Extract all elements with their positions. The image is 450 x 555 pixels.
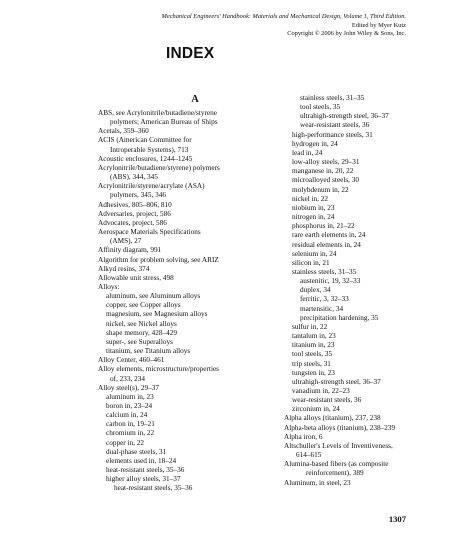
running-header	[162, 13, 406, 39]
index-entry: Acetals, 359–360	[98, 127, 149, 136]
index-entry: calcium in, 24	[106, 411, 148, 420]
index-entry: dual-phase steels, 31	[106, 447, 167, 456]
index-entry: Aluminum, in steel, 23	[284, 478, 351, 487]
index-entry: manganese in, 20, 22	[292, 167, 354, 176]
index-entry: higher alloy steels, 31–37	[106, 475, 181, 484]
index-entry: austenitic, 19, 32–33	[300, 277, 361, 286]
section-letter: A	[191, 94, 199, 105]
index-entry: wear-resistant steels, 36	[300, 121, 370, 130]
index-entry: Allowable unit stress, 498	[98, 273, 174, 282]
index-entry: Alpha iron, 6	[284, 432, 323, 441]
index-entry: phosphorus in, 21–22	[292, 222, 355, 231]
index-entry: trip steels, 31	[292, 359, 331, 368]
index-entry: polymers; American Bureau of Ships	[110, 118, 218, 127]
index-entry: Alumina-based fibers (as composite	[284, 460, 389, 469]
index-entry: boron in, 23–24	[106, 402, 153, 410]
index-entry: elements used in, 18–24	[106, 456, 177, 465]
index-entry: tool steels, 35	[292, 350, 333, 359]
index-entry: tungsten in, 23	[292, 368, 335, 377]
index-entry: titanium in, 23	[292, 341, 335, 350]
index-entry: nickel, see Nickel alloys	[106, 319, 177, 328]
index-entry: Algorithm for problem solving, see ARIZ	[98, 255, 219, 264]
index-entry: Acrylonitrile/styrene/acrylate (ASA)	[98, 182, 205, 191]
index-entry: Alpha-beta alloys (titanium), 238–239	[284, 423, 396, 432]
page-number: 1307	[388, 514, 406, 524]
index-entry: Alloys:	[98, 282, 120, 291]
index-entry: polymers, 345, 346	[110, 191, 166, 200]
index-entry: copper in, 22	[106, 438, 145, 447]
index-entry: 614–615	[296, 451, 322, 460]
index-entry: aluminum, see Aluminum alloys	[106, 292, 201, 301]
index-entry: ABS, see Acrylonitrile/butadiene/styrene	[98, 109, 217, 117]
index-entry: precipitation hardening, 35	[300, 313, 379, 322]
index-entry: magnesium, see Magnesium alloys	[106, 310, 208, 319]
editor-line: Edited by Myer Kutz	[351, 21, 406, 29]
index-entry: Adversaries, project, 586	[98, 209, 171, 218]
index-entry: Acoustic enclosures, 1244–1245	[98, 154, 193, 163]
index-entry: tool steels, 35	[300, 103, 341, 112]
index-entry: Alloy Center, 460–461	[98, 356, 165, 365]
index-entry: Adhesives, 805–806, 810	[98, 200, 172, 209]
index-entry: Acrylonitrile/butadiene/styrene) polymers	[98, 163, 220, 172]
index-entry: wear-resistant steels, 36	[292, 396, 362, 405]
index-entry: Alkyd resins, 374	[98, 264, 150, 273]
index-entry: nitrogen in, 24	[292, 213, 335, 222]
index-column-right	[284, 94, 414, 488]
index-entry: Advocates, project, 586	[98, 218, 167, 227]
index-entry: stainless steels, 31–35	[300, 94, 365, 102]
index-entry: of, 233, 234	[110, 374, 146, 383]
right-entry-list	[284, 94, 414, 488]
index-entry: titanium, see Titanium alloys	[106, 347, 191, 356]
index-entry: nickel in, 22	[292, 194, 329, 203]
index-entry: heat-resistant steels, 35–36	[106, 466, 185, 475]
index-entry: low-alloy steels, 29–31	[292, 158, 360, 167]
index-entry: vanadium in, 22–23	[292, 387, 350, 395]
book-title-line: Mechanical Engineers' Handbook: Materials and Mechanical Design, Volume 1, Third Edition.	[161, 13, 406, 20]
index-entry: Introperable Systems), 713	[110, 145, 189, 154]
index-entry: (AMS), 27	[110, 237, 142, 246]
index-entry: reinforcement), 389	[306, 469, 364, 478]
index-entry: duplex, 34	[300, 286, 331, 295]
index-entry: ultrahigh-strength steel, 36–37	[292, 377, 381, 386]
index-entry: martensitic, 34	[300, 304, 344, 313]
index-entry: Affinity diagram, 991	[98, 246, 162, 255]
index-entry: Aerospace Materials Specifications	[98, 228, 201, 237]
index-entry: heat-resistant steels, 35–36	[114, 484, 193, 493]
left-entry-list	[98, 109, 278, 494]
index-entry: high-performance steels, 31	[292, 130, 373, 139]
index-entry: silicon in, 21	[292, 258, 330, 267]
index-entry: Alloy elements, microstructure/properties	[98, 365, 219, 374]
index-entry: stainless steels, 31–35	[292, 267, 357, 276]
index-entry: residual elements in, 24	[292, 240, 361, 249]
index-entry: Alloy steel(s), 29–37	[98, 383, 160, 392]
index-entry: carbon in, 19–21	[106, 420, 155, 429]
index-entry: (ABS), 344, 345	[110, 173, 158, 182]
page-title: INDEX	[166, 45, 215, 62]
index-entry: zirconium in, 24	[292, 405, 340, 414]
index-entry: sulfur in, 22	[292, 322, 328, 331]
index-entry: rare earth elements in, 24	[292, 231, 366, 240]
index-entry: hydrogen in, 24	[292, 139, 338, 148]
index-entry: lead in, 24	[292, 148, 323, 157]
index-column-left	[98, 94, 278, 494]
index-entry: chromium in, 22	[106, 429, 155, 438]
index-entry: niobium in, 23	[292, 203, 335, 212]
index-entry: super-, see Superalloys	[106, 337, 173, 346]
index-entry: Alpha alloys (titanium), 237, 238	[284, 414, 381, 423]
index-entry: molybdenum in, 22	[292, 185, 349, 194]
index-entry: copper, see Copper alloys	[106, 301, 181, 310]
index-entry: shape memory, 428–429	[106, 328, 178, 337]
index-entry: ultrahigh-strength steel, 36–37	[300, 112, 389, 121]
index-entry: selenium in, 24	[292, 249, 337, 258]
index-entry: Altschuller's Levels of Inventiveness,	[284, 441, 393, 450]
index-entry: aluminum in, 23	[106, 392, 154, 401]
index-entry: tantalum in, 23	[292, 332, 336, 341]
index-entry: ferritic, 3, 32–33	[300, 295, 349, 304]
copyright-line: Copyright © 2006 by John Wiley & Sons, Inc.	[287, 30, 406, 38]
index-entry: ACIS (American Committee for	[98, 136, 192, 145]
index-entry: microalloyed steels, 30	[292, 176, 360, 185]
